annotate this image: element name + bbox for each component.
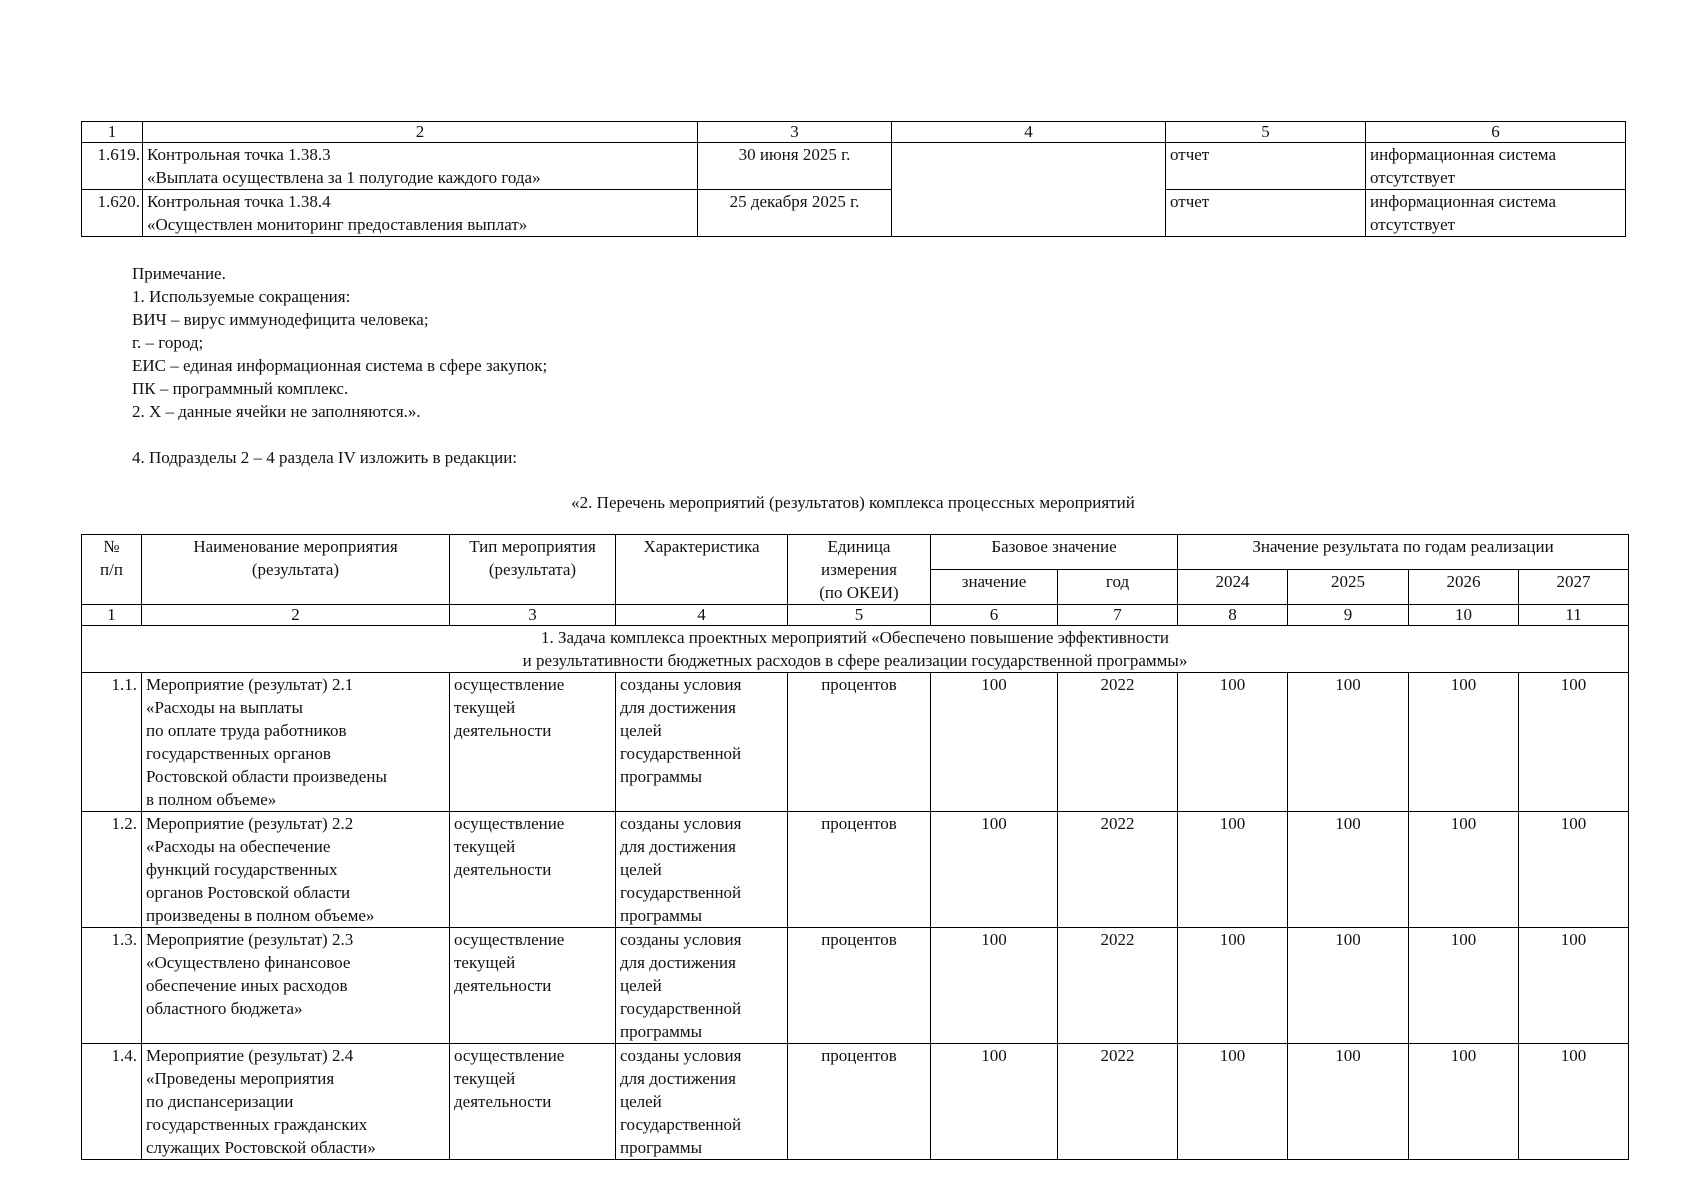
note-line: ВИЧ – вирус иммунодефицита человека; [132,310,429,329]
table-row [82,143,1626,190]
column-number-row [82,605,1629,626]
note-line: ЕИС – единая информационная система в сфере закупок; [132,356,548,375]
year-value: 100 [1519,673,1629,812]
control-point-name: Контрольная точка 1.38.3 «Выплата осуществлена за 1 полугодие каждого года» [143,143,698,190]
measure-characteristic: созданы условия для достижения целей государственной программы [616,928,788,1044]
year-value: 100 [1178,928,1288,1044]
table-row [82,812,1629,928]
row-number: 1.2. [82,812,142,928]
control-point-system: информационная система отсутствует [1366,190,1626,237]
measure-characteristic: созданы условия для достижения целей государственной программы [616,1044,788,1160]
column-number: 2 [142,605,450,626]
column-number: 4 [616,605,788,626]
measure-unit: процентов [788,812,931,928]
measure-name: Мероприятие (результат) 2.4 «Проведены мероприятия по диспансеризации государственных гражданских служащих Ростовской области» [142,1044,450,1160]
measure-type: осуществление текущей деятельности [450,1044,616,1160]
header-base-group: Базовое значение [931,535,1178,570]
column-number: 9 [1288,605,1409,626]
measure-type: осуществление текущей деятельности [450,812,616,928]
header-base-year: год [1058,570,1178,605]
header-type: Тип мероприятия (результата) [450,535,616,605]
year-value: 100 [1519,812,1629,928]
header-unit: Единица измерения (по ОКЕИ) [788,535,931,605]
column-number: 3 [450,605,616,626]
year-value: 100 [1409,673,1519,812]
column-number: 11 [1519,605,1629,626]
base-value: 100 [931,673,1058,812]
control-point-name: Контрольная точка 1.38.4 «Осуществлен мониторинг предоставления выплат» [143,190,698,237]
year-value: 100 [1409,928,1519,1044]
note-line: г. – город; [132,333,204,352]
control-point-date: 25 декабря 2025 г. [698,190,892,237]
header-characteristic: Характеристика [616,535,788,605]
year-value: 100 [1288,1044,1409,1160]
note-line: 2. Х – данные ячейки не заполняются.». [132,402,421,421]
column-number: 2 [143,122,698,143]
year-value: 100 [1409,812,1519,928]
note-line: 1. Используемые сокращения: [132,287,351,306]
table-row [82,190,1626,237]
measure-characteristic: созданы условия для достижения целей государственной программы [616,812,788,928]
column-number: 8 [1178,605,1288,626]
year-value: 100 [1178,673,1288,812]
row-number: 1.1. [82,673,142,812]
section-title: «2. Перечень мероприятий (результатов) комплекса процессных мероприятий [571,493,1135,512]
header-year: 2024 [1178,570,1288,605]
year-value: 100 [1178,812,1288,928]
table-row [82,1044,1629,1160]
base-value: 100 [931,928,1058,1044]
header-base-value: значение [931,570,1058,605]
task-title: 1. Задача комплекса проектных мероприятий «Обеспечено повышение эффективности и результативности бюджетных расходов в сфере реализации государственной программы» [82,626,1629,673]
base-year: 2022 [1058,812,1178,928]
row-number: 1.619. [82,143,143,190]
measure-unit: процентов [788,928,931,1044]
year-value: 100 [1519,928,1629,1044]
control-point-document: отчет [1166,190,1366,237]
header-year: 2025 [1288,570,1409,605]
base-year: 2022 [1058,1044,1178,1160]
row-number: 1.4. [82,1044,142,1160]
year-value: 100 [1288,928,1409,1044]
column-number: 7 [1058,605,1178,626]
year-value: 100 [1288,812,1409,928]
year-value: 100 [1409,1044,1519,1160]
task-row [82,626,1629,673]
measure-unit: процентов [788,673,931,812]
note-line: ПК – программный комплекс. [132,379,349,398]
column-number: 6 [931,605,1058,626]
table-row [82,928,1629,1044]
note-line: Примечание. [132,264,226,283]
header-years-group: Значение результата по годам реализации [1178,535,1629,570]
column-number-row [82,122,1626,143]
measure-type: осуществление текущей деятельности [450,673,616,812]
column-number: 6 [1366,122,1626,143]
control-point-document: отчет [1166,143,1366,190]
column-number: 4 [892,122,1166,143]
control-points-table [81,121,1626,237]
base-year: 2022 [1058,928,1178,1044]
measure-name: Мероприятие (результат) 2.3 «Осуществлено финансовое обеспечение иных расходов областного бюджета» [142,928,450,1044]
header-row [82,535,1629,570]
empty-cell [892,143,1166,237]
row-number: 1.3. [82,928,142,1044]
table-row [82,673,1629,812]
measure-name: Мероприятие (результат) 2.2 «Расходы на обеспечение функций государственных органов Ростовской области произведены в полном объеме» [142,812,450,928]
measure-unit: процентов [788,1044,931,1160]
column-number: 3 [698,122,892,143]
header-year: 2027 [1519,570,1629,605]
base-value: 100 [931,1044,1058,1160]
row-number: 1.620. [82,190,143,237]
year-value: 100 [1288,673,1409,812]
notes-block [132,262,547,423]
column-number: 5 [1166,122,1366,143]
header-year: 2026 [1409,570,1519,605]
header-name: Наименование мероприятия (результата) [142,535,450,605]
control-point-date: 30 июня 2025 г. [698,143,892,190]
base-value: 100 [931,812,1058,928]
year-value: 100 [1519,1044,1629,1160]
column-number: 1 [82,122,143,143]
measure-name: Мероприятие (результат) 2.1 «Расходы на выплаты по оплате труда работников государственных органов Ростовской области произведены в полном объеме» [142,673,450,812]
instruction-text: 4. Подразделы 2 – 4 раздела IV изложить в редакции: [132,448,518,467]
column-number: 1 [82,605,142,626]
year-value: 100 [1178,1044,1288,1160]
measure-type: осуществление текущей деятельности [450,928,616,1044]
measures-table [81,534,1629,1160]
control-point-system: информационная система отсутствует [1366,143,1626,190]
base-year: 2022 [1058,673,1178,812]
measure-characteristic: созданы условия для достижения целей государственной программы [616,673,788,812]
header-num: № п/п [82,535,142,605]
column-number: 10 [1409,605,1519,626]
column-number: 5 [788,605,931,626]
